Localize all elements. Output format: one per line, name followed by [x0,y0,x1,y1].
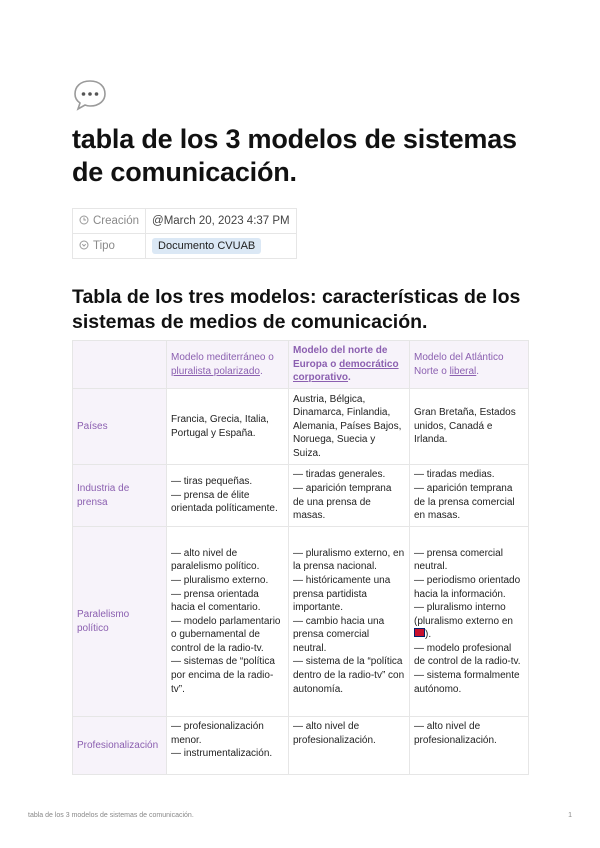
table-row [73,717,529,775]
table-cell: — alto nivel de profesionalización. [410,717,529,775]
link-democratic-corporatist[interactable]: democrático corporativo [293,358,399,384]
footer-title: tabla de los 3 modelos de sistemas de comunicación. [28,812,194,819]
header-cell-mediterranean: Modelo mediterráneo o pluralista polarizado. [167,341,289,389]
table-cell: Gran Bretaña, Estados unidos, Canadá e Irlanda. [410,389,529,465]
properties-table [72,208,297,259]
page-title: tabla de los 3 modelos de sistemas de comunicación. [72,124,517,187]
property-value-date[interactable]: @March 20, 2023 4:37 PM [146,209,297,234]
section-title: Tabla de los tres modelos: características de los sistemas de medios de comunicación. [72,286,521,333]
row-label: Paralelismo político [73,527,167,717]
table-cell: — profesionalización menor. — instrumentalización. [167,717,289,775]
table-cell: Francia, Grecia, Italia, Portugal y España. [167,389,289,465]
uk-flag-icon [414,628,425,637]
property-value-type[interactable] [146,234,297,259]
header-cell-north-europe: Modelo del norte de Europa o democrático corporativo. [289,341,410,389]
link-liberal[interactable]: liberal [449,365,477,377]
table-cell: — alto nivel de paralelismo político. — pluralismo externo. — prensa orientada hacia el comentario. — modelo parlamentario o gubernamental de control de la radio-tv. — sistemas de “política por encima de la radio-tv”. [167,527,289,717]
row-label: Industria de prensa [73,465,167,527]
type-tag[interactable]: Documento CVUAB [152,238,261,254]
table-cell: — tiras pequeñas. — prensa de élite orientada políticamente. [167,465,289,527]
row-label: Profesionalización [73,717,167,775]
property-name: Creación [73,209,146,234]
clock-icon [79,215,89,225]
header-cell-north-atlantic: Modelo del Atlántico Norte o liberal. [410,341,529,389]
comparison-table [72,340,529,775]
select-icon [79,240,89,250]
table-row [73,389,529,465]
property-row-type [73,234,297,259]
table-header-row [73,341,529,389]
table-row [73,527,529,717]
table-row [73,465,529,527]
property-row-creation [73,209,297,234]
table-cell: — tiradas medias. — aparición temprana de la prensa comercial en masas. [410,465,529,527]
table-cell: — tiradas generales. — aparición temprana de una prensa de masas. [289,465,410,527]
table-cell: — pluralismo externo, en la prensa nacional. — históricamente una prensa partidista importante. — cambio hacia una prensa comercial neutral. — sistema de la “política dentro de la radio-tv” con autonomía. [289,527,410,717]
header-empty-cell [73,341,167,389]
row-label: Países [73,389,167,465]
table-cell: Austria, Bélgica, Dinamarca, Finlandia, Alemania, Países Bajos, Noruega, Suecia y Suiza. [289,389,410,465]
speech-bubble-icon [72,78,108,112]
link-polarized-pluralist[interactable]: pluralista polarizado [171,365,260,377]
property-name: Tipo [73,234,146,259]
table-cell: — alto nivel de profesionalización. [289,717,410,775]
page-number: 1 [568,812,572,819]
table-cell: — prensa comercial neutral. — periodismo orientado hacia la información. — pluralismo interno (pluralismo externo en ). — modelo profesional de control de la radio-tv. — sistema formalmente autónomo. [410,527,529,717]
